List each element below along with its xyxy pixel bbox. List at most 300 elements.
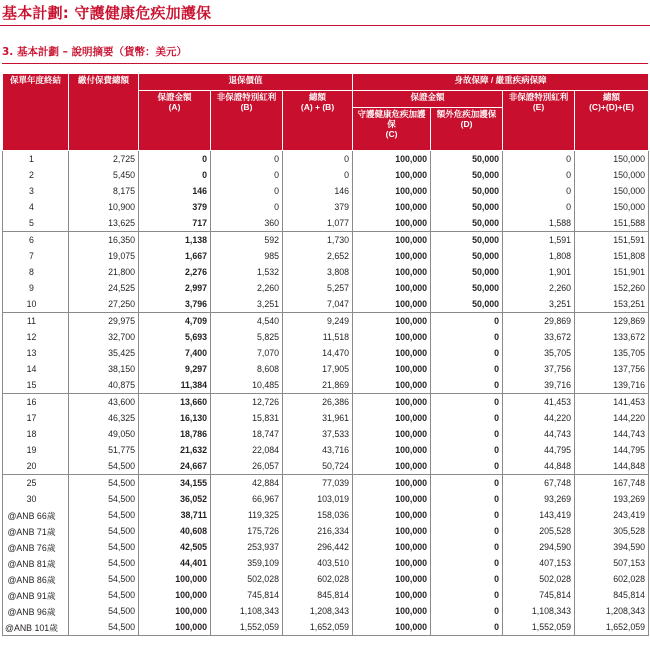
cell-surrender-guaranteed: 4,709 xyxy=(139,313,211,330)
cell-death-non-guaranteed: 0 xyxy=(503,183,575,199)
cell-accident-ci: 0 xyxy=(431,377,503,394)
cell-surrender-total: 0 xyxy=(283,151,353,168)
cell-total-premium: 49,050 xyxy=(69,426,139,442)
cell-total-premium: 46,325 xyxy=(69,410,139,426)
cell-surrender-total: 5,257 xyxy=(283,280,353,296)
cell-total-premium: 40,875 xyxy=(69,377,139,394)
cell-death-non-guaranteed: 1,808 xyxy=(503,248,575,264)
cell-surrender-non-guaranteed: 745,814 xyxy=(211,587,283,603)
cell-surrender-total: 3,808 xyxy=(283,264,353,280)
cell-accident-ci: 50,000 xyxy=(431,232,503,249)
cell-total-premium: 54,500 xyxy=(69,587,139,603)
cell-death-non-guaranteed: 205,528 xyxy=(503,523,575,539)
cell-surrender-total: 379 xyxy=(283,199,353,215)
cell-policy-year: @ANB 76歲 xyxy=(3,539,69,555)
cell-accident-ci: 0 xyxy=(431,539,503,555)
cell-death-non-guaranteed: 1,552,059 xyxy=(503,619,575,636)
cell-accident-ci: 50,000 xyxy=(431,248,503,264)
cell-accident-ci: 50,000 xyxy=(431,151,503,168)
cell-accident-ci: 50,000 xyxy=(431,264,503,280)
cell-total-premium: 54,500 xyxy=(69,539,139,555)
cell-death-total: 1,208,343 xyxy=(575,603,649,619)
cell-surrender-guaranteed: 18,786 xyxy=(139,426,211,442)
cell-death-total: 141,453 xyxy=(575,394,649,411)
cell-accident-ci: 50,000 xyxy=(431,183,503,199)
cell-total-premium: 54,500 xyxy=(69,555,139,571)
cell-policy-year: 1 xyxy=(3,151,69,168)
cell-surrender-non-guaranteed: 175,726 xyxy=(211,523,283,539)
cell-health-ci: 100,000 xyxy=(353,345,431,361)
header-death-guaranteed: 保證金額 xyxy=(353,91,503,108)
cell-surrender-total: 31,961 xyxy=(283,410,353,426)
cell-total-premium: 54,500 xyxy=(69,603,139,619)
cell-health-ci: 100,000 xyxy=(353,475,431,492)
cell-accident-ci: 0 xyxy=(431,329,503,345)
table-row xyxy=(3,313,649,330)
table-row xyxy=(3,603,649,619)
header-surrender-total xyxy=(283,91,353,151)
cell-surrender-guaranteed: 379 xyxy=(139,199,211,215)
cell-surrender-non-guaranteed: 360 xyxy=(211,215,283,232)
cell-accident-ci: 0 xyxy=(431,555,503,571)
cell-policy-year: 3 xyxy=(3,183,69,199)
cell-policy-year: @ANB 96歲 xyxy=(3,603,69,619)
cell-policy-year: 17 xyxy=(3,410,69,426)
cell-policy-year: 16 xyxy=(3,394,69,411)
cell-policy-year: 18 xyxy=(3,426,69,442)
cell-health-ci: 100,000 xyxy=(353,232,431,249)
cell-health-ci: 100,000 xyxy=(353,394,431,411)
cell-surrender-guaranteed: 16,130 xyxy=(139,410,211,426)
cell-accident-ci: 0 xyxy=(431,442,503,458)
cell-surrender-guaranteed: 44,401 xyxy=(139,555,211,571)
cell-surrender-total: 26,386 xyxy=(283,394,353,411)
table-row xyxy=(3,426,649,442)
cell-accident-ci: 0 xyxy=(431,361,503,377)
cell-health-ci: 100,000 xyxy=(353,313,431,330)
cell-surrender-total: 14,470 xyxy=(283,345,353,361)
cell-health-ci: 100,000 xyxy=(353,280,431,296)
cell-policy-year: 13 xyxy=(3,345,69,361)
cell-accident-ci: 0 xyxy=(431,491,503,507)
cell-accident-ci: 0 xyxy=(431,394,503,411)
cell-surrender-guaranteed: 100,000 xyxy=(139,587,211,603)
table-row xyxy=(3,539,649,555)
cell-surrender-guaranteed: 100,000 xyxy=(139,619,211,636)
table-row xyxy=(3,410,649,426)
cell-death-non-guaranteed: 407,153 xyxy=(503,555,575,571)
cell-surrender-total: 37,533 xyxy=(283,426,353,442)
cell-policy-year: @ANB 86歲 xyxy=(3,571,69,587)
cell-total-premium: 10,900 xyxy=(69,199,139,215)
cell-accident-ci: 50,000 xyxy=(431,280,503,296)
cell-total-premium: 2,725 xyxy=(69,151,139,168)
cell-surrender-non-guaranteed: 10,485 xyxy=(211,377,283,394)
cell-surrender-total: 2,652 xyxy=(283,248,353,264)
cell-death-total: 144,220 xyxy=(575,410,649,426)
cell-health-ci: 100,000 xyxy=(353,183,431,199)
cell-death-total: 394,590 xyxy=(575,539,649,555)
cell-policy-year: 11 xyxy=(3,313,69,330)
cell-surrender-guaranteed: 21,632 xyxy=(139,442,211,458)
cell-surrender-guaranteed: 3,796 xyxy=(139,296,211,313)
cell-surrender-guaranteed: 2,276 xyxy=(139,264,211,280)
cell-health-ci: 100,000 xyxy=(353,410,431,426)
cell-health-ci: 100,000 xyxy=(353,264,431,280)
cell-death-non-guaranteed: 1,588 xyxy=(503,215,575,232)
cell-death-non-guaranteed: 502,028 xyxy=(503,571,575,587)
cell-policy-year: 5 xyxy=(3,215,69,232)
cell-health-ci: 100,000 xyxy=(353,442,431,458)
cell-death-total: 167,748 xyxy=(575,475,649,492)
table-row xyxy=(3,329,649,345)
cell-total-premium: 21,800 xyxy=(69,264,139,280)
header-surrender-guaranteed-label: 保證金額 xyxy=(157,92,192,102)
cell-death-non-guaranteed: 745,814 xyxy=(503,587,575,603)
cell-health-ci: 100,000 xyxy=(353,603,431,619)
cell-death-non-guaranteed: 0 xyxy=(503,199,575,215)
cell-accident-ci: 0 xyxy=(431,475,503,492)
cell-surrender-guaranteed: 0 xyxy=(139,167,211,183)
cell-death-non-guaranteed: 33,672 xyxy=(503,329,575,345)
cell-death-total: 151,901 xyxy=(575,264,649,280)
table-row xyxy=(3,475,649,492)
cell-policy-year: 2 xyxy=(3,167,69,183)
cell-surrender-non-guaranteed: 1,532 xyxy=(211,264,283,280)
cell-death-total: 507,153 xyxy=(575,555,649,571)
cell-death-total: 151,591 xyxy=(575,232,649,249)
cell-health-ci: 100,000 xyxy=(353,458,431,475)
cell-total-premium: 54,500 xyxy=(69,458,139,475)
cell-policy-year: 4 xyxy=(3,199,69,215)
cell-total-premium: 27,250 xyxy=(69,296,139,313)
cell-surrender-total: 296,442 xyxy=(283,539,353,555)
cell-accident-ci: 0 xyxy=(431,571,503,587)
cell-policy-year: @ANB 81歲 xyxy=(3,555,69,571)
cell-death-total: 150,000 xyxy=(575,183,649,199)
header-death-total-label: 總額 xyxy=(603,92,621,102)
cell-surrender-non-guaranteed: 8,608 xyxy=(211,361,283,377)
cell-health-ci: 100,000 xyxy=(353,329,431,345)
cell-surrender-non-guaranteed: 26,057 xyxy=(211,458,283,475)
cell-death-non-guaranteed: 93,269 xyxy=(503,491,575,507)
cell-death-total: 144,795 xyxy=(575,442,649,458)
cell-death-non-guaranteed: 0 xyxy=(503,151,575,168)
cell-policy-year: 6 xyxy=(3,232,69,249)
cell-surrender-total: 77,039 xyxy=(283,475,353,492)
cell-surrender-non-guaranteed: 0 xyxy=(211,167,283,183)
cell-surrender-total: 43,716 xyxy=(283,442,353,458)
header-health-ci-label: 守護健康危疾加護保 xyxy=(357,109,426,129)
cell-total-premium: 54,500 xyxy=(69,571,139,587)
cell-death-total: 845,814 xyxy=(575,587,649,603)
cell-surrender-guaranteed: 5,693 xyxy=(139,329,211,345)
cell-accident-ci: 50,000 xyxy=(431,199,503,215)
table-row xyxy=(3,442,649,458)
table-row xyxy=(3,248,649,264)
cell-policy-year: @ANB 101歲 xyxy=(3,619,69,636)
cell-health-ci: 100,000 xyxy=(353,555,431,571)
header-accident-ci xyxy=(431,108,503,151)
cell-health-ci: 100,000 xyxy=(353,248,431,264)
table-row xyxy=(3,296,649,313)
cell-health-ci: 100,000 xyxy=(353,296,431,313)
cell-surrender-total: 403,510 xyxy=(283,555,353,571)
cell-policy-year: @ANB 91歲 xyxy=(3,587,69,603)
cell-total-premium: 54,500 xyxy=(69,507,139,523)
cell-total-premium: 43,600 xyxy=(69,394,139,411)
table-row xyxy=(3,523,649,539)
cell-surrender-guaranteed: 7,400 xyxy=(139,345,211,361)
header-death-total-code: (C)+(D)+(E) xyxy=(589,102,634,112)
cell-death-non-guaranteed: 0 xyxy=(503,167,575,183)
cell-surrender-non-guaranteed: 2,260 xyxy=(211,280,283,296)
cell-accident-ci: 0 xyxy=(431,410,503,426)
table-row xyxy=(3,377,649,394)
cell-surrender-guaranteed: 36,052 xyxy=(139,491,211,507)
cell-surrender-total: 602,028 xyxy=(283,571,353,587)
cell-death-total: 144,743 xyxy=(575,426,649,442)
cell-death-total: 1,652,059 xyxy=(575,619,649,636)
cell-accident-ci: 0 xyxy=(431,345,503,361)
cell-total-premium: 13,625 xyxy=(69,215,139,232)
cell-death-non-guaranteed: 44,220 xyxy=(503,410,575,426)
table-row xyxy=(3,619,649,636)
cell-death-total: 193,269 xyxy=(575,491,649,507)
cell-surrender-total: 845,814 xyxy=(283,587,353,603)
header-death-non-guaranteed-code: (E) xyxy=(532,102,545,112)
table-row xyxy=(3,555,649,571)
cell-surrender-guaranteed: 100,000 xyxy=(139,571,211,587)
cell-death-non-guaranteed: 29,869 xyxy=(503,313,575,330)
cell-surrender-total: 1,652,059 xyxy=(283,619,353,636)
cell-policy-year: 19 xyxy=(3,442,69,458)
cell-death-total: 129,869 xyxy=(575,313,649,330)
table-row xyxy=(3,215,649,232)
table-row xyxy=(3,345,649,361)
section-divider xyxy=(2,63,648,64)
cell-health-ci: 100,000 xyxy=(353,571,431,587)
cell-total-premium: 19,075 xyxy=(69,248,139,264)
cell-total-premium: 54,500 xyxy=(69,619,139,636)
table-row xyxy=(3,280,649,296)
cell-surrender-non-guaranteed: 0 xyxy=(211,183,283,199)
cell-health-ci: 100,000 xyxy=(353,491,431,507)
cell-surrender-guaranteed: 24,667 xyxy=(139,458,211,475)
cell-death-non-guaranteed: 294,590 xyxy=(503,539,575,555)
cell-surrender-non-guaranteed: 3,251 xyxy=(211,296,283,313)
table-body xyxy=(3,151,649,636)
cell-surrender-non-guaranteed: 985 xyxy=(211,248,283,264)
table-row xyxy=(3,571,649,587)
cell-accident-ci: 50,000 xyxy=(431,167,503,183)
cell-surrender-non-guaranteed: 502,028 xyxy=(211,571,283,587)
header-death-total xyxy=(575,91,649,151)
cell-surrender-guaranteed: 2,997 xyxy=(139,280,211,296)
table-row xyxy=(3,507,649,523)
cell-death-non-guaranteed: 37,756 xyxy=(503,361,575,377)
header-surrender-guaranteed xyxy=(139,91,211,151)
cell-death-non-guaranteed: 35,705 xyxy=(503,345,575,361)
cell-surrender-guaranteed: 34,155 xyxy=(139,475,211,492)
cell-policy-year: 10 xyxy=(3,296,69,313)
header-death-non-guaranteed-label: 非保證特別紅利 xyxy=(508,92,569,102)
cell-death-non-guaranteed: 67,748 xyxy=(503,475,575,492)
cell-health-ci: 100,000 xyxy=(353,426,431,442)
cell-total-premium: 24,525 xyxy=(69,280,139,296)
cell-surrender-guaranteed: 146 xyxy=(139,183,211,199)
cell-policy-year: @ANB 71歲 xyxy=(3,523,69,539)
cell-death-total: 150,000 xyxy=(575,151,649,168)
cell-surrender-non-guaranteed: 1,552,059 xyxy=(211,619,283,636)
cell-surrender-non-guaranteed: 4,540 xyxy=(211,313,283,330)
cell-total-premium: 51,775 xyxy=(69,442,139,458)
header-policy-year-end: 保單年度終結 xyxy=(3,74,69,151)
cell-total-premium: 16,350 xyxy=(69,232,139,249)
cell-total-premium: 32,700 xyxy=(69,329,139,345)
cell-accident-ci: 50,000 xyxy=(431,215,503,232)
cell-death-total: 305,528 xyxy=(575,523,649,539)
cell-death-total: 133,672 xyxy=(575,329,649,345)
table-row xyxy=(3,587,649,603)
header-surrender-total-code: (A) + (B) xyxy=(300,102,335,112)
cell-accident-ci: 0 xyxy=(431,523,503,539)
cell-death-non-guaranteed: 2,260 xyxy=(503,280,575,296)
cell-policy-year: 8 xyxy=(3,264,69,280)
cell-accident-ci: 0 xyxy=(431,619,503,636)
cell-surrender-guaranteed: 100,000 xyxy=(139,603,211,619)
header-health-ci-code: (C) xyxy=(385,129,398,139)
cell-death-total: 151,808 xyxy=(575,248,649,264)
illustration-table xyxy=(2,73,649,636)
cell-surrender-non-guaranteed: 0 xyxy=(211,199,283,215)
cell-policy-year: 25 xyxy=(3,475,69,492)
cell-surrender-non-guaranteed: 66,967 xyxy=(211,491,283,507)
table-row xyxy=(3,264,649,280)
cell-policy-year: 9 xyxy=(3,280,69,296)
table-row xyxy=(3,183,649,199)
cell-surrender-non-guaranteed: 22,084 xyxy=(211,442,283,458)
cell-death-total: 153,251 xyxy=(575,296,649,313)
cell-surrender-total: 216,334 xyxy=(283,523,353,539)
cell-surrender-total: 103,019 xyxy=(283,491,353,507)
table-row xyxy=(3,167,649,183)
cell-death-non-guaranteed: 44,743 xyxy=(503,426,575,442)
table-row xyxy=(3,491,649,507)
cell-surrender-non-guaranteed: 18,747 xyxy=(211,426,283,442)
cell-total-premium: 35,425 xyxy=(69,345,139,361)
header-surrender-non-guaranteed-label: 非保證特別紅利 xyxy=(216,92,277,102)
cell-health-ci: 100,000 xyxy=(353,523,431,539)
cell-death-total: 144,848 xyxy=(575,458,649,475)
cell-surrender-non-guaranteed: 5,825 xyxy=(211,329,283,345)
cell-surrender-guaranteed: 11,384 xyxy=(139,377,211,394)
header-total-premium-paid: 繳付保費總額 xyxy=(69,74,139,151)
cell-death-non-guaranteed: 44,848 xyxy=(503,458,575,475)
cell-surrender-guaranteed: 1,138 xyxy=(139,232,211,249)
cell-death-non-guaranteed: 1,901 xyxy=(503,264,575,280)
cell-death-non-guaranteed: 3,251 xyxy=(503,296,575,313)
table-row xyxy=(3,232,649,249)
table-row xyxy=(3,394,649,411)
cell-health-ci: 100,000 xyxy=(353,167,431,183)
cell-accident-ci: 0 xyxy=(431,587,503,603)
cell-policy-year: 7 xyxy=(3,248,69,264)
cell-accident-ci: 50,000 xyxy=(431,296,503,313)
cell-health-ci: 100,000 xyxy=(353,199,431,215)
header-surrender-non-guaranteed xyxy=(211,91,283,151)
cell-death-non-guaranteed: 44,795 xyxy=(503,442,575,458)
cell-policy-year: 30 xyxy=(3,491,69,507)
cell-surrender-non-guaranteed: 12,726 xyxy=(211,394,283,411)
cell-surrender-total: 146 xyxy=(283,183,353,199)
cell-surrender-non-guaranteed: 15,831 xyxy=(211,410,283,426)
cell-accident-ci: 0 xyxy=(431,313,503,330)
cell-surrender-guaranteed: 40,608 xyxy=(139,523,211,539)
cell-surrender-total: 158,036 xyxy=(283,507,353,523)
cell-surrender-non-guaranteed: 359,109 xyxy=(211,555,283,571)
cell-health-ci: 100,000 xyxy=(353,151,431,168)
cell-policy-year: 20 xyxy=(3,458,69,475)
cell-policy-year: 15 xyxy=(3,377,69,394)
table-row xyxy=(3,199,649,215)
cell-death-total: 150,000 xyxy=(575,199,649,215)
cell-health-ci: 100,000 xyxy=(353,377,431,394)
cell-total-premium: 54,500 xyxy=(69,523,139,539)
cell-accident-ci: 0 xyxy=(431,603,503,619)
cell-surrender-guaranteed: 42,505 xyxy=(139,539,211,555)
cell-policy-year: 12 xyxy=(3,329,69,345)
cell-surrender-non-guaranteed: 1,108,343 xyxy=(211,603,283,619)
cell-surrender-total: 0 xyxy=(283,167,353,183)
cell-accident-ci: 0 xyxy=(431,458,503,475)
cell-death-total: 602,028 xyxy=(575,571,649,587)
cell-death-total: 150,000 xyxy=(575,167,649,183)
header-death-non-guaranteed xyxy=(503,91,575,151)
cell-surrender-guaranteed: 13,660 xyxy=(139,394,211,411)
cell-health-ci: 100,000 xyxy=(353,619,431,636)
cell-surrender-total: 1,208,343 xyxy=(283,603,353,619)
header-surrender-guaranteed-code: (A) xyxy=(168,102,181,112)
cell-surrender-guaranteed: 0 xyxy=(139,151,211,168)
cell-accident-ci: 0 xyxy=(431,426,503,442)
cell-surrender-non-guaranteed: 7,070 xyxy=(211,345,283,361)
cell-surrender-total: 50,724 xyxy=(283,458,353,475)
cell-surrender-guaranteed: 9,297 xyxy=(139,361,211,377)
cell-surrender-total: 21,869 xyxy=(283,377,353,394)
cell-surrender-total: 9,249 xyxy=(283,313,353,330)
cell-total-premium: 54,500 xyxy=(69,491,139,507)
cell-policy-year: 14 xyxy=(3,361,69,377)
title-divider xyxy=(0,25,650,26)
cell-health-ci: 100,000 xyxy=(353,361,431,377)
table-row xyxy=(3,458,649,475)
cell-surrender-guaranteed: 1,667 xyxy=(139,248,211,264)
header-death-ci-benefit: 身故保障 / 嚴重疾病保障 xyxy=(353,74,649,91)
cell-surrender-non-guaranteed: 0 xyxy=(211,151,283,168)
cell-death-non-guaranteed: 41,453 xyxy=(503,394,575,411)
cell-accident-ci: 0 xyxy=(431,507,503,523)
cell-surrender-non-guaranteed: 592 xyxy=(211,232,283,249)
header-accident-ci-code: (D) xyxy=(460,119,473,129)
cell-surrender-total: 11,518 xyxy=(283,329,353,345)
cell-policy-year: @ANB 66歲 xyxy=(3,507,69,523)
table-row xyxy=(3,361,649,377)
cell-surrender-guaranteed: 38,711 xyxy=(139,507,211,523)
cell-death-total: 139,716 xyxy=(575,377,649,394)
header-surrender-non-guaranteed-code: (B) xyxy=(240,102,253,112)
cell-health-ci: 100,000 xyxy=(353,215,431,232)
